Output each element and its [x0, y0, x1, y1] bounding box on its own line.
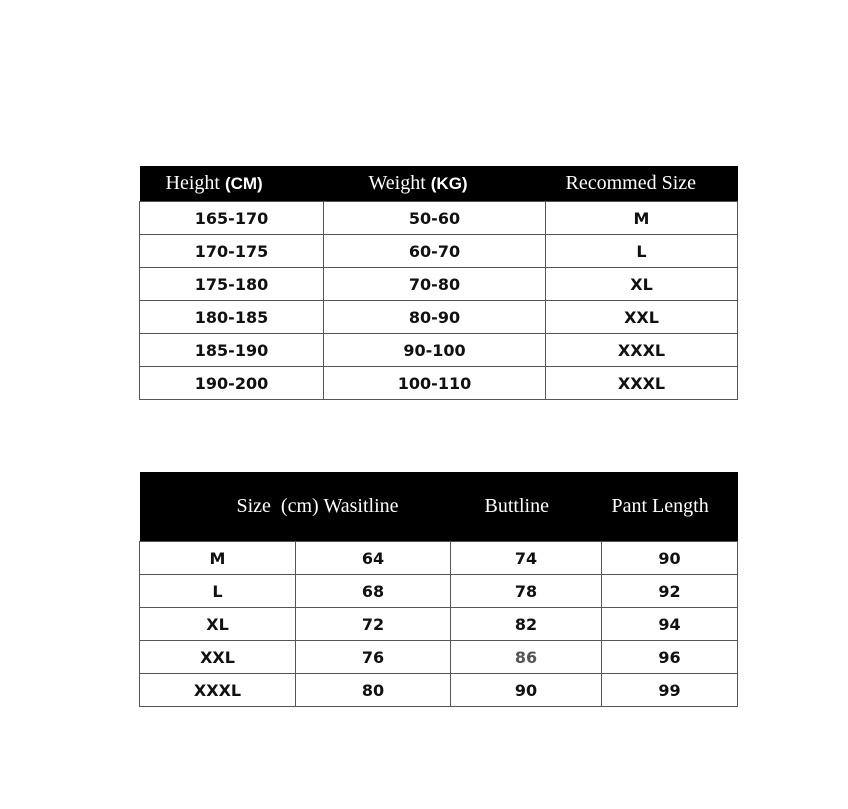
header-height: Height (CM) — [140, 166, 324, 202]
header-waistline: Wasitline — [296, 472, 451, 542]
header-size: Size (cm) — [140, 472, 296, 542]
size-recommendation-table — [139, 166, 738, 400]
size-cell: L — [546, 235, 738, 268]
size-cell: XXXL — [140, 674, 296, 707]
buttline-cell: 74 — [451, 542, 602, 575]
table-row — [140, 235, 738, 268]
size-cell: M — [546, 202, 738, 235]
waistline-cell: 64 — [296, 542, 451, 575]
waistline-cell: 76 — [296, 641, 451, 674]
table-row — [140, 334, 738, 367]
size-cell: XXXL — [546, 367, 738, 400]
weight-cell: 80-90 — [324, 301, 546, 334]
buttline-cell: 90 — [451, 674, 602, 707]
table-row — [140, 674, 738, 707]
size-cell: L — [140, 575, 296, 608]
weight-cell: 90-100 — [324, 334, 546, 367]
size-cell: M — [140, 542, 296, 575]
weight-cell: 70-80 — [324, 268, 546, 301]
table-row — [140, 301, 738, 334]
waistline-cell: 80 — [296, 674, 451, 707]
size-cell: XL — [546, 268, 738, 301]
weight-cell: 100-110 — [324, 367, 546, 400]
table-row — [140, 202, 738, 235]
size-cell: XXL — [140, 641, 296, 674]
table-row — [140, 608, 738, 641]
weight-cell: 50-60 — [324, 202, 546, 235]
size-cell: XXL — [546, 301, 738, 334]
pant-length-cell: 90 — [602, 542, 738, 575]
waistline-cell: 68 — [296, 575, 451, 608]
header-recommended-size: Recommed Size — [546, 166, 738, 202]
pant-length-cell: 96 — [602, 641, 738, 674]
buttline-cell: 78 — [451, 575, 602, 608]
height-cell: 165-170 — [140, 202, 324, 235]
header-buttline: Buttline — [451, 472, 602, 542]
pant-length-cell: 99 — [602, 674, 738, 707]
table-header-row — [140, 166, 738, 202]
weight-cell: 60-70 — [324, 235, 546, 268]
height-cell: 180-185 — [140, 301, 324, 334]
pant-length-cell: 92 — [602, 575, 738, 608]
waistline-cell: 72 — [296, 608, 451, 641]
buttline-cell: 82 — [451, 608, 602, 641]
header-pant-length: Pant Length — [602, 472, 738, 542]
header-weight: Weight (KG) — [324, 166, 546, 202]
table-header-row — [140, 472, 738, 542]
buttline-cell: 86 — [451, 641, 602, 674]
size-measurement-table — [139, 472, 738, 707]
size-cell: XL — [140, 608, 296, 641]
table-row — [140, 542, 738, 575]
height-cell: 185-190 — [140, 334, 324, 367]
height-cell: 170-175 — [140, 235, 324, 268]
table-row — [140, 641, 738, 674]
table-row — [140, 575, 738, 608]
pant-length-cell: 94 — [602, 608, 738, 641]
table-row — [140, 367, 738, 400]
height-cell: 190-200 — [140, 367, 324, 400]
size-cell: XXXL — [546, 334, 738, 367]
table-row — [140, 268, 738, 301]
height-cell: 175-180 — [140, 268, 324, 301]
